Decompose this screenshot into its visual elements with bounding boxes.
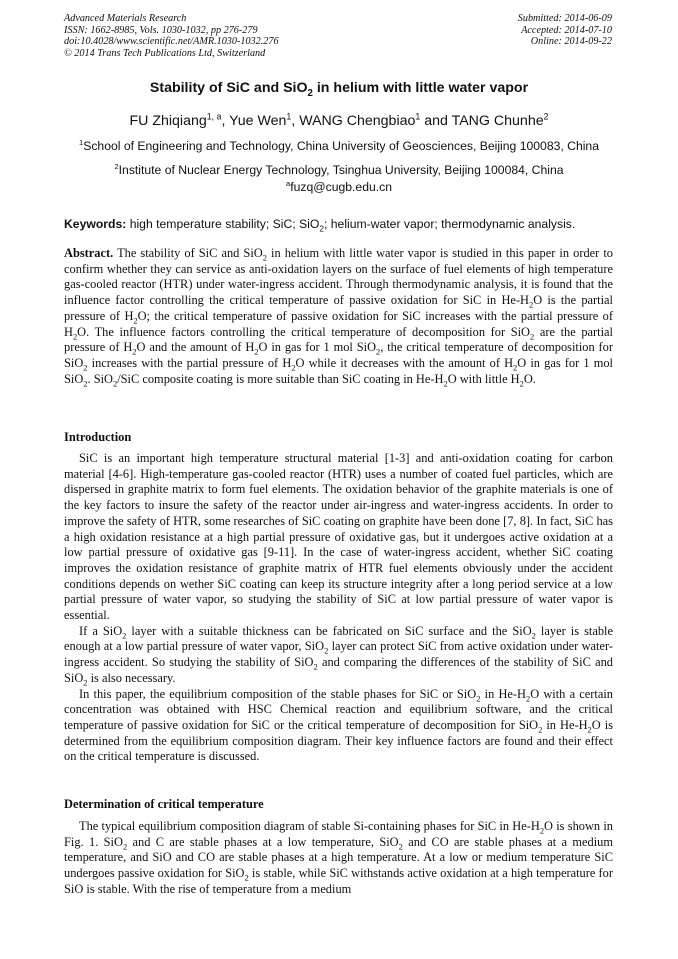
paragraph: The typical equilibrium composition diagram of stable Si-containing phases for SiC in $He-H_2O$ is shown in Fig. 1. SiO$_2$ and C are stable phases at a low temperature, SiO$_2$ and CO are stable phases at a medium temperature, and SiO and CO are stable phases at a high temperature. At a low or medium temperature SiC undergoes passive oxidation for SiO$_2$ is stable, while SiC withstands active oxidation at a high temperature for SiO is stable. With the rise of temperature from a medium <box>64 819 613 896</box>
online-date: Online: 2014-09-22 <box>530 36 612 48</box>
paper-title: Stability of SiC and SiO$_2$ in helium with little water vapor <box>149 80 529 99</box>
author-name: WANG Chengbiao <box>299 113 416 129</box>
accepted-date: Accepted: 2014-07-10 <box>521 24 612 36</box>
affiliation-2: $^2$Institute of Nuclear Energy Technology, Tsinghua University, Beijing 100084, China <box>114 161 564 177</box>
submitted-date: Submitted: 2014-06-09 <box>517 13 612 24</box>
abstract-label: Abstract. <box>64 246 114 260</box>
abstract-text: The stability of SiC and SiO$_2$ in helium with little water vapor is studied in this paper in order to confirm whether they can service as anti-oxidation layers on the surface of fuel elements of high temperature gas-cooled reactor (HTR) under water-ingress accident. Through thermodynamic analysis, it is found that the influence factor controlling the critical temperature of passive oxidation for SiC in $He-H_2O$ is the partial pressure of $H_2O$; the critical temperature of passive oxidation for SiC increases with the partial pressure of $H_2O$. The influence factors controlling the critical temperature of decomposition for SiO$_2$ are the partial pressure of $H_2O$ and the amount of $H_2O$ in gas for 1 mol SiO$_2$, the critical temperature of decomposition for SiO$_2$ increases with the partial pressure of $H_2O$ while it decreases with the amount of $H_2O$ in gas for 1 mol SiO$_2$. SiO$_2$/SiC composite coating is more suitable than SiC coating in $He-H_2O$ with little $H_2O$. <box>64 246 613 389</box>
keywords: Keywords: high temperature stability; SiC; SiO$_2$; helium-water vapor; thermodynamic analysis. <box>64 217 576 234</box>
author-name: TANG Chunhe <box>451 113 544 129</box>
copyright-line: © 2014 Trans Tech Publications Ltd, Switzerland <box>64 47 266 59</box>
paragraph: In this paper, the equilibrium composition of the stable phases for SiC or SiO$_2$ in $He-H_2O$ with a certain concentration was obtained with HSC Chemical reaction and equilibrium software, and the critical temperature of passive oxidation for SiC or the critical temperature of decomposition for SiO$_2$ in $He-H_2O$ is determined from the equilibrium composition diagram. Their key influence factors are found and their effect on the critical temperature is discussed. <box>64 686 613 764</box>
doi-line: doi:10.4028/www.scientific.net/AMR.1030-1032.276 <box>64 36 279 48</box>
journal-name: Advanced Materials Research <box>64 13 187 24</box>
abstract <box>64 246 613 387</box>
author-list: FU Zhiqiang$^{1, a}$, Yue Wen$^1$, WANG Chengbiao$^1$ and TANG Chunhe$^2$ <box>129 111 549 129</box>
affiliation-1: $^1$School of Engineering and Technology, China University of Geosciences, Beijing 100083, China <box>78 137 599 153</box>
determination-body <box>64 819 613 898</box>
issn-line: ISSN: 1662-8985, Vols. 1030-1032, pp 276-279 <box>64 24 258 36</box>
introduction-heading: Introduction <box>64 430 132 444</box>
submission-dates <box>518 13 612 48</box>
keywords-label: Keywords: <box>64 217 127 231</box>
journal-info <box>64 13 279 59</box>
introduction-body <box>64 451 613 765</box>
author-name: Yue Wen <box>229 113 287 129</box>
author-name: FU Zhiqiang <box>129 113 207 129</box>
paragraph: If a SiO$_2$ layer with a suitable thickness can be fabricated on SiC surface and the SiO$_2$ layer is stable enough at a low partial pressure of water vapor, SiO$_2$ layer can protect SiC from active oxidation under water-ingress accident. So studying the stability of SiO$_2$ and comparing the differences of the stability of SiC and SiO$_2$ is also necessary. <box>64 623 613 688</box>
author-email: $^a$fuzq@cugb.edu.cn <box>285 178 393 194</box>
determination-heading: Determination of critical temperature <box>64 797 264 811</box>
paragraph: SiC is an important high temperature structural material [1-3] and anti-oxidation coating for carbon material [4-6]. High-temperature gas-cooled reactor (HTR) uses a number of coated fuel particles, which are dispersed in graphite matrix to form fuel elements. The oxidation behavior of the graphite materials is one of the key factors to insure the safety of the reactor under air-ingress and water-ingress accidents. In order to improve the safety of HTR, some researches of SiC coating on graphite have been done [7, 8]. In fact, SiC has a high oxidation resistance at a high partial pressure of oxidative gas, but it undergoes active oxidation at a low partial pressure of oxidative gas [9-11]. In the case of water-ingress accident, whether SiC coating improves the oxidation resistance of graphite matrix of HTR fuel elements obviously under the accident conditions depends on wether SiC coating can keep its structure integrity after a long period service at a low partial pressure of water vapor, so studying the stability of SiC at low partial pressure of water vapor is essential. <box>64 451 613 623</box>
